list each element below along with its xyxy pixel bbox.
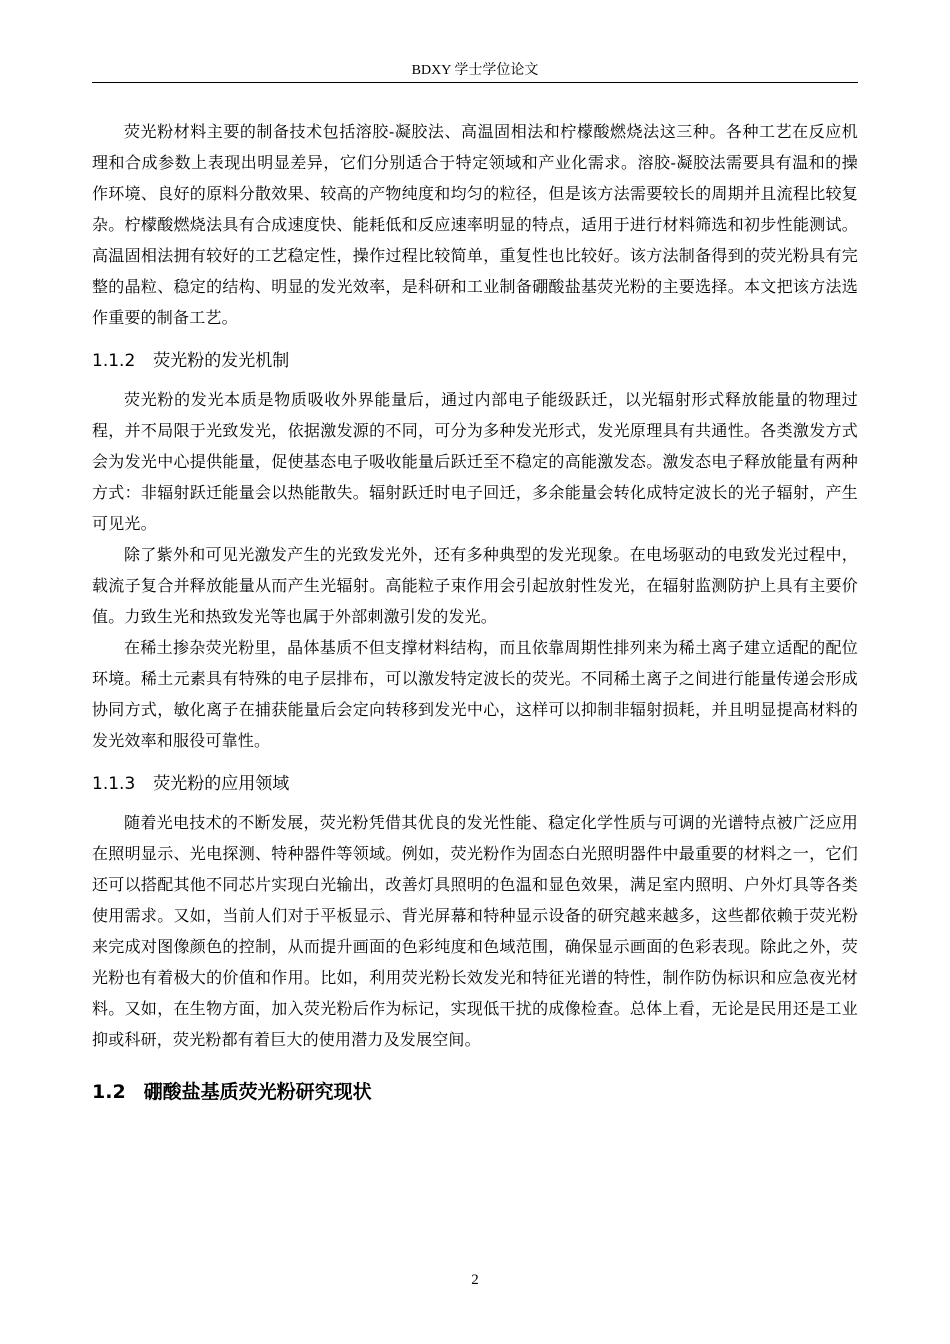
paragraph: 荧光粉的发光本质是物质吸收外界能量后，通过内部电子能级跃迁，以光辐射形式释放能量的物理过程，并不局限于光致发光，依据激发源的不同，可分为多种发光形式，发光原理具有共通性。各类激发方式会为发光中心提供能量，促使基态电子吸收能量后跃迁至不稳定的高能激发态。激发态电子释放能量有两种方式：非辐射跃迁能量会以热能散失。辐射跃迁时电子回迁，多余能量会转化成特定波长的光子辐射，产生可见光。 (92, 390, 858, 533)
section-heading-1-1-3 (92, 771, 858, 797)
body-text (92, 116, 858, 1107)
section-title: 硼酸盐基质荧光粉研究现状 (143, 1081, 372, 1103)
section-heading-1-2 (92, 1077, 858, 1107)
section-title: 荧光粉的发光机制 (153, 351, 290, 371)
paragraph: 在稀土掺杂荧光粉里，晶体基质不但支撑材料结构，而且依靠周期性排列来为稀土离子建立适配的配位环境。稀土元素具有特殊的电子层排布，可以激发特定波长的荧光。不同稀土离子之间进行能量传递会形成协同方式，敏化离子在捕获能量后会定向转移到发光中心，这样可以抑制非辐射损耗，并且明显提高材料的发光效率和服役可靠性。 (92, 638, 858, 750)
section-number: 1.2 (92, 1081, 126, 1103)
running-header: BDXY 学士学位论文 (411, 63, 539, 78)
paragraph: 除了紫外和可见光激发产生的光致发光外，还有多种典型的发光现象。在电场驱动的电致发光过程中，载流子复合并释放能量从而产生光辐射。高能粒子束作用会引起放射性发光，在辐射监测防护上具有主要价值。力致生光和热致发光等也属于外部刺激引发的发光。 (92, 545, 858, 626)
paragraph: 荧光粉材料主要的制备技术包括溶胶-凝胶法、高温固相法和柠檬酸燃烧法这三种。各种工艺在反应机理和合成参数上表现出明显差异，它们分别适合于特定领域和产业化需求。溶胶-凝胶法需要具有温和的操作环境、良好的原料分散效果、较高的产物纯度和均匀的粒径，但是该方法需要较长的周期并且流程比较复杂。柠檬酸燃烧法具有合成速度快、能耗低和反应速率明显的特点，适用于进行材料筛选和初步性能测试。高温固相法拥有较好的工艺稳定性，操作过程比较简单，重复性也比较好。该方法制备得到的荧光粉具有完整的晶粒、稳定的结构、明显的发光效率，是科研和工业制备硼酸盐基荧光粉的主要选择。本文把该方法选作重要的制备工艺。 (92, 122, 858, 327)
paragraph: 随着光电技术的不断发展，荧光粉凭借其优良的发光性能、稳定化学性质与可调的光谱特点被广泛应用在照明显示、光电探测、特种器件等领域。例如，荧光粉作为固态白光照明器件中最重要的材料之一，它们还可以搭配其他不同芯片实现白光输出，改善灯具照明的色温和显色效果，满足室内照明、户外灯具等各类使用需求。又如，当前人们对于平板显示、背光屏幕和特种显示设备的研究越来越多，这些都依赖于荧光粉来完成对图像颜色的控制，从而提升画面的色彩纯度和色域范围，确保显示画面的色彩表现。除此之外，荧光粉也有着极大的价值和作用。比如，利用荧光粉长效发光和特征光谱的特性，制作防伪标识和应急夜光材料。又如，在生物方面，加入荧光粉后作为标记，实现低干扰的成像检查。总体上看，无论是民用还是工业抑或科研，荧光粉都有着巨大的使用潜力及发展空间。 (92, 813, 858, 1049)
section-number: 1.1.2 (92, 351, 136, 371)
section-title: 荧光粉的应用领域 (153, 774, 290, 794)
section-number: 1.1.3 (92, 774, 136, 794)
page-number: 2 (471, 1272, 479, 1288)
section-heading-1-1-2 (92, 348, 858, 374)
header-rule (92, 82, 858, 83)
